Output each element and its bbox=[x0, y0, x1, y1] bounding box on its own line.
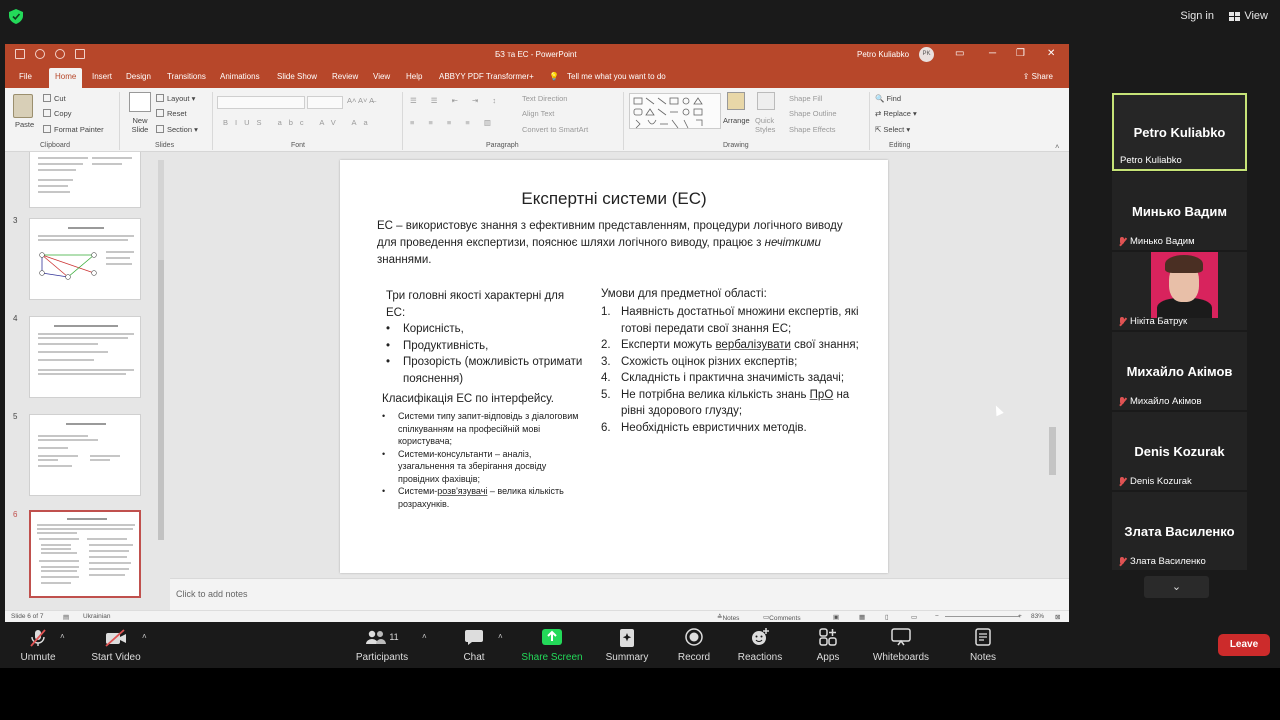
cut-button[interactable] bbox=[43, 94, 66, 103]
item-text: Схожість оцінок різних експертів; bbox=[621, 355, 798, 368]
notes-icon bbox=[964, 628, 1002, 646]
zoom-top-bar bbox=[0, 0, 1280, 34]
text-direction-button[interactable]: Text Direction bbox=[522, 94, 568, 103]
normal-view-icon[interactable]: ▣ bbox=[833, 614, 840, 621]
item-text: Наявність достатньої множини експертів, які готові передати свої знання ЕС; bbox=[621, 306, 859, 335]
participant-name-big: Denis Kozurak bbox=[1134, 444, 1225, 459]
reading-view-icon[interactable]: ▯ bbox=[885, 614, 889, 621]
align-text-button[interactable]: Align Text bbox=[522, 109, 555, 118]
item-text: Не потрібна велика кількість знань bbox=[621, 388, 810, 401]
item-text: Експерти можуть bbox=[621, 339, 716, 351]
ribbon bbox=[5, 88, 1069, 152]
participant-name: Petro Kuliabko bbox=[1120, 155, 1182, 166]
tab-animations[interactable]: Animations bbox=[220, 72, 260, 81]
start-video-label: Start Video bbox=[91, 652, 141, 663]
quick-styles-button[interactable]: Quick Styles bbox=[755, 116, 776, 134]
window-title: БЗ та ЕС - PowerPoint bbox=[495, 50, 577, 59]
tell-me-box[interactable]: Tell me what you want to do bbox=[567, 72, 666, 81]
paste-button[interactable]: Paste bbox=[15, 120, 35, 129]
participant-name-small bbox=[1118, 396, 1202, 407]
participant-video bbox=[1151, 252, 1218, 318]
video-off-icon bbox=[88, 628, 144, 646]
list-item bbox=[601, 387, 871, 420]
shape-outline-button[interactable]: Shape Outline bbox=[789, 109, 837, 118]
view-label: View bbox=[1244, 10, 1268, 22]
chat-button[interactable] bbox=[456, 628, 492, 663]
mic-muted-icon bbox=[14, 628, 62, 646]
reactions-label: Reactions bbox=[737, 652, 783, 663]
fit-slide-icon[interactable]: ⊠ bbox=[1055, 614, 1061, 621]
chat-options-caret[interactable]: ˄ bbox=[498, 632, 503, 641]
record-label: Record bbox=[677, 652, 711, 663]
copy-icon bbox=[43, 109, 51, 117]
save-icon[interactable] bbox=[15, 49, 25, 59]
list-buttons[interactable]: ☰ ☰ ⇤ ⇥ ↕ bbox=[410, 96, 503, 105]
apps-button[interactable] bbox=[810, 628, 846, 663]
participants-button[interactable] bbox=[352, 628, 412, 663]
share-screen-icon bbox=[520, 628, 584, 646]
spell-underlined-word: вербалізувати bbox=[715, 339, 791, 351]
participant-name: Злата Василенко bbox=[1130, 556, 1206, 567]
participants-icon bbox=[365, 629, 387, 645]
participant-name: Denis Kozurak bbox=[1130, 476, 1192, 487]
intro-part-a: ЕС – використовує знання з ефективним представленням, процедури логічного виводу для проведення експертизи, пояснює шляхи логічного виводу, працює з bbox=[377, 220, 843, 249]
participant-tile[interactable] bbox=[1112, 93, 1247, 171]
restore-icon[interactable]: ❐ bbox=[1016, 48, 1025, 59]
notes-placeholder: Click to add notes bbox=[176, 589, 248, 599]
notes-label: Notes bbox=[969, 652, 997, 663]
reset-button[interactable] bbox=[156, 109, 187, 118]
notes-toggle-label: Notes bbox=[722, 615, 740, 622]
record-icon bbox=[674, 628, 714, 646]
list-item: • Продуктивність, bbox=[386, 338, 586, 355]
font-format-buttons[interactable]: BIUS abc AV Aa bbox=[223, 118, 375, 127]
shapes-icon bbox=[630, 94, 722, 130]
reactions-icon bbox=[736, 628, 784, 646]
comments-toggle[interactable]: ▭ Comments bbox=[763, 614, 801, 622]
start-slideshow-icon[interactable] bbox=[75, 49, 85, 59]
zoom-slider[interactable] bbox=[945, 616, 1020, 617]
section-button[interactable]: Section ▾ bbox=[156, 125, 198, 134]
ppt-title-bar bbox=[5, 44, 1069, 66]
video-options-caret[interactable]: ˄ bbox=[142, 632, 147, 641]
copy-button[interactable] bbox=[43, 109, 72, 118]
mic-muted-icon bbox=[1118, 397, 1127, 407]
participant-name-big: Михайло Акімов bbox=[1126, 364, 1233, 379]
paste-icon[interactable] bbox=[13, 94, 33, 118]
item-number: 6. bbox=[601, 421, 611, 434]
account-name[interactable]: Petro Kuliabko bbox=[857, 50, 910, 59]
bottom-letterbox bbox=[0, 668, 1280, 720]
share-label: Share bbox=[1031, 72, 1053, 81]
replace-label: Replace bbox=[883, 109, 911, 118]
find-button[interactable]: 🔍 Find bbox=[875, 94, 902, 103]
quick-styles-icon[interactable] bbox=[757, 92, 775, 110]
list-item bbox=[601, 370, 871, 387]
minimize-icon[interactable]: ─ bbox=[989, 48, 997, 59]
brush-icon bbox=[43, 125, 51, 133]
slide-thumbnail-4[interactable] bbox=[29, 316, 141, 398]
spell-underlined-word: розв'язувачі bbox=[437, 486, 488, 496]
view-button[interactable] bbox=[1229, 10, 1268, 22]
list-item: • Прозорість (можливість отримати пояснення) bbox=[386, 354, 586, 387]
view-grid-icon bbox=[1229, 12, 1240, 21]
participants-label: Participants bbox=[355, 652, 409, 663]
record-button[interactable] bbox=[674, 628, 714, 663]
format-painter-label: Format Painter bbox=[54, 125, 104, 134]
summary-icon bbox=[602, 628, 652, 646]
slide-intro-text[interactable] bbox=[377, 218, 857, 269]
shared-screen bbox=[5, 44, 1069, 622]
thumbnail-number: 4 bbox=[13, 314, 18, 323]
group-font: Font bbox=[291, 142, 306, 149]
mic-muted-icon bbox=[1118, 317, 1127, 327]
slideshow-view-icon[interactable]: ▭ bbox=[911, 614, 918, 621]
chat-icon bbox=[456, 628, 492, 646]
font-size-buttons[interactable]: A˄ A˅ A̶ bbox=[347, 96, 375, 105]
participant-name-big: Petro Kuliabko bbox=[1133, 125, 1226, 140]
section-label: Section bbox=[167, 125, 193, 134]
list-item: • Системи типу запит-відповідь з діалоговим спілкуванням на професійній мові користувача; bbox=[382, 410, 590, 448]
thumbnails-scrollbar[interactable] bbox=[158, 160, 164, 540]
conditions-list[interactable] bbox=[601, 304, 871, 436]
comments-toggle-label: Comments bbox=[769, 615, 801, 622]
participant-tile[interactable] bbox=[1112, 172, 1247, 250]
participant-tile[interactable] bbox=[1112, 252, 1247, 330]
arrange-icon[interactable] bbox=[727, 92, 745, 110]
shape-effects-button[interactable]: Shape Effects bbox=[789, 125, 836, 134]
reset-icon bbox=[156, 109, 164, 117]
item-number: 1. bbox=[601, 306, 611, 318]
shapes-gallery[interactable] bbox=[629, 93, 721, 129]
item-text: на рівні здорового глузду; bbox=[621, 388, 850, 417]
conditions-heading[interactable]: Умови для предметної області: bbox=[601, 288, 767, 300]
tab-home[interactable]: Home bbox=[49, 68, 82, 88]
participant-name-small bbox=[1120, 155, 1182, 166]
mic-muted-icon bbox=[1118, 237, 1127, 247]
list-item: • Корисність, bbox=[386, 321, 586, 338]
accessibility-icon[interactable]: ▤ bbox=[63, 614, 70, 621]
start-video-button[interactable] bbox=[88, 628, 144, 663]
intro-italic: нечіткими bbox=[764, 237, 821, 249]
slide-thumbnails-pane[interactable] bbox=[5, 152, 170, 610]
select-label: Select bbox=[883, 125, 905, 134]
slide-scrollbar[interactable] bbox=[1047, 152, 1058, 578]
classification-heading[interactable]: Класифікація ЕС по інтерфейсу. bbox=[382, 393, 554, 405]
slide-thumbnail-5[interactable] bbox=[29, 414, 141, 496]
account-avatar[interactable]: PK bbox=[919, 47, 934, 62]
participants-count: 11 bbox=[389, 632, 399, 642]
item-text: свої знання; bbox=[790, 339, 859, 351]
participant-tile[interactable] bbox=[1112, 332, 1247, 410]
collapse-ribbon-icon[interactable]: ˄ bbox=[1055, 142, 1060, 151]
summary-button[interactable] bbox=[602, 628, 652, 663]
current-slide[interactable] bbox=[340, 160, 888, 573]
ribbon-display-icon[interactable]: ▭ bbox=[955, 48, 965, 59]
item-number: 4. bbox=[601, 372, 611, 384]
tab-slide-show[interactable]: Slide Show bbox=[277, 72, 318, 81]
item-text: – велика кількість розрахунків. bbox=[398, 486, 564, 509]
spell-underlined-word: ПрО bbox=[809, 388, 834, 401]
participant-name-small bbox=[1118, 236, 1195, 247]
arrange-button[interactable]: Arrange bbox=[723, 116, 750, 125]
apps-icon bbox=[810, 628, 846, 646]
font-family-select[interactable] bbox=[217, 96, 305, 109]
apps-label: Apps bbox=[816, 652, 840, 663]
item-text: Необхідність евристичних методів. bbox=[621, 421, 807, 434]
group-editing: Editing bbox=[889, 142, 911, 149]
status-bar bbox=[5, 610, 1069, 622]
participant-name: Нікіта Батрук bbox=[1130, 316, 1188, 327]
participant-name-big: Минько Вадим bbox=[1131, 204, 1228, 219]
participant-name: Минько Вадим bbox=[1130, 236, 1195, 247]
close-icon[interactable]: ✕ bbox=[1047, 48, 1056, 59]
summary-label: Summary bbox=[605, 652, 649, 663]
cut-label: Cut bbox=[54, 94, 66, 103]
leave-button[interactable]: Leave bbox=[1218, 634, 1270, 656]
unmute-label: Unmute bbox=[20, 652, 56, 663]
scissors-icon bbox=[43, 94, 51, 102]
qualities-heading[interactable]: Три головні якості характерні для ЕС: bbox=[386, 290, 565, 319]
item-text: Складність і практична значимість задачі; bbox=[621, 372, 845, 384]
item-number: 5. bbox=[601, 388, 611, 401]
list-item bbox=[601, 337, 871, 354]
item-text: Системи- bbox=[398, 486, 438, 496]
participant-tile[interactable] bbox=[1112, 492, 1247, 570]
zoom-out-icon[interactable]: − bbox=[935, 613, 939, 620]
shape-fill-button[interactable]: Shape Fill bbox=[789, 94, 823, 103]
tab-design[interactable]: Design bbox=[126, 72, 151, 81]
participant-name-big: Злата Василенко bbox=[1124, 524, 1235, 539]
align-buttons[interactable]: ≡ ≡ ≡ ≡ ▥ bbox=[410, 118, 497, 127]
slide-sorter-icon[interactable]: ▦ bbox=[859, 614, 866, 621]
tab-view[interactable]: View bbox=[373, 72, 391, 81]
chevron-down-icon[interactable]: ⌄ bbox=[1144, 576, 1209, 598]
reactions-button[interactable] bbox=[736, 628, 784, 663]
mic-muted-icon bbox=[1118, 557, 1127, 567]
list-item bbox=[601, 420, 871, 437]
reset-label: Reset bbox=[167, 109, 187, 118]
thumbnail-number: 5 bbox=[13, 412, 18, 421]
list-item: • Системи-консультанти – аналіз, узагальнення та зберігання досвіду провідних фахівців; bbox=[382, 448, 590, 486]
classification-list[interactable] bbox=[382, 410, 590, 510]
share-button[interactable]: ⇪ Share bbox=[1022, 72, 1053, 81]
copy-label: Copy bbox=[54, 109, 72, 118]
notes-pane[interactable] bbox=[170, 578, 1069, 610]
layout-button[interactable]: Layout ▾ bbox=[156, 94, 195, 103]
whiteboard-icon bbox=[868, 628, 934, 646]
convert-smartart-button[interactable]: Convert to SmartArt bbox=[522, 125, 589, 134]
participant-name-small bbox=[1118, 316, 1187, 327]
tab-transitions[interactable]: Transitions bbox=[167, 72, 206, 81]
tab-file[interactable]: File bbox=[19, 72, 32, 81]
list-item bbox=[382, 485, 590, 510]
group-drawing: Drawing bbox=[723, 142, 749, 149]
select-button[interactable]: ⇱ Select ▾ bbox=[875, 125, 911, 134]
sign-in-link[interactable]: Sign in bbox=[1180, 10, 1214, 22]
share-screen-button[interactable] bbox=[520, 628, 584, 663]
participant-name: Михайло Акімов bbox=[1130, 396, 1202, 407]
whiteboards-button[interactable] bbox=[868, 628, 934, 663]
notes-toggle[interactable]: ≙ Notes bbox=[717, 614, 740, 622]
tab-insert[interactable]: Insert bbox=[92, 72, 113, 81]
item-number: 2. bbox=[601, 339, 611, 351]
language-indicator[interactable]: Ukrainian bbox=[83, 613, 111, 620]
section-icon bbox=[156, 125, 164, 133]
audio-options-caret[interactable]: ˄ bbox=[60, 632, 65, 641]
tab-review[interactable]: Review bbox=[332, 72, 359, 81]
intro-part-b: знаннями. bbox=[377, 254, 432, 266]
chat-label: Chat bbox=[463, 652, 485, 663]
slide-counter: Slide 6 of 7 bbox=[11, 613, 44, 620]
notes-button[interactable] bbox=[964, 628, 1002, 663]
slide-title[interactable]: Експертні системи (ЕС) bbox=[521, 189, 707, 208]
slide-thumbnail-2[interactable] bbox=[29, 152, 141, 208]
new-slide-button[interactable]: New Slide bbox=[131, 116, 149, 134]
mic-muted-icon bbox=[1118, 477, 1127, 487]
slide-thumbnail-3[interactable] bbox=[29, 218, 141, 300]
group-paragraph: Paragraph bbox=[486, 142, 519, 149]
group-clipboard: Clipboard bbox=[40, 142, 70, 149]
format-painter-button[interactable] bbox=[43, 125, 104, 134]
list-item bbox=[601, 354, 871, 371]
unmute-button[interactable] bbox=[14, 628, 62, 663]
qualities-list[interactable] bbox=[386, 321, 586, 387]
list-item bbox=[601, 304, 871, 337]
participant-tile[interactable] bbox=[1112, 412, 1247, 490]
thumbnail-number: 6 bbox=[13, 510, 18, 519]
find-label: Find bbox=[886, 94, 902, 103]
slide-thumbnail-6-selected[interactable] bbox=[29, 510, 141, 598]
participant-name-small bbox=[1118, 476, 1192, 487]
font-size-select[interactable] bbox=[307, 96, 343, 109]
zoom-in-icon[interactable]: + bbox=[1018, 613, 1022, 620]
participants-options-caret[interactable]: ˄ bbox=[422, 632, 427, 641]
group-slides: Slides bbox=[155, 142, 175, 149]
undo-icon[interactable] bbox=[35, 49, 45, 59]
slide-canvas bbox=[170, 152, 1058, 578]
layout-label: Layout bbox=[167, 94, 190, 103]
lightbulb-icon: 💡 bbox=[549, 72, 559, 81]
whiteboards-label: Whiteboards bbox=[872, 652, 930, 663]
shield-icon[interactable] bbox=[9, 9, 23, 24]
zoom-level[interactable]: 83% bbox=[1031, 613, 1045, 620]
layout-icon bbox=[156, 94, 164, 102]
share-screen-label: Share Screen bbox=[521, 652, 583, 663]
tab-help[interactable]: Help bbox=[406, 72, 423, 81]
thumbnail-number: 3 bbox=[13, 216, 18, 225]
participant-name-small bbox=[1118, 556, 1206, 567]
zoom-toolbar bbox=[0, 622, 1280, 668]
redo-icon[interactable] bbox=[55, 49, 65, 59]
new-slide-icon[interactable] bbox=[129, 92, 151, 112]
ribbon-tabs bbox=[5, 66, 1069, 88]
tab-abbyy[interactable]: ABBYY PDF Transformer+ bbox=[439, 72, 534, 81]
replace-button[interactable]: ⇄ Replace ▾ bbox=[875, 109, 917, 118]
item-number: 3. bbox=[601, 355, 611, 368]
